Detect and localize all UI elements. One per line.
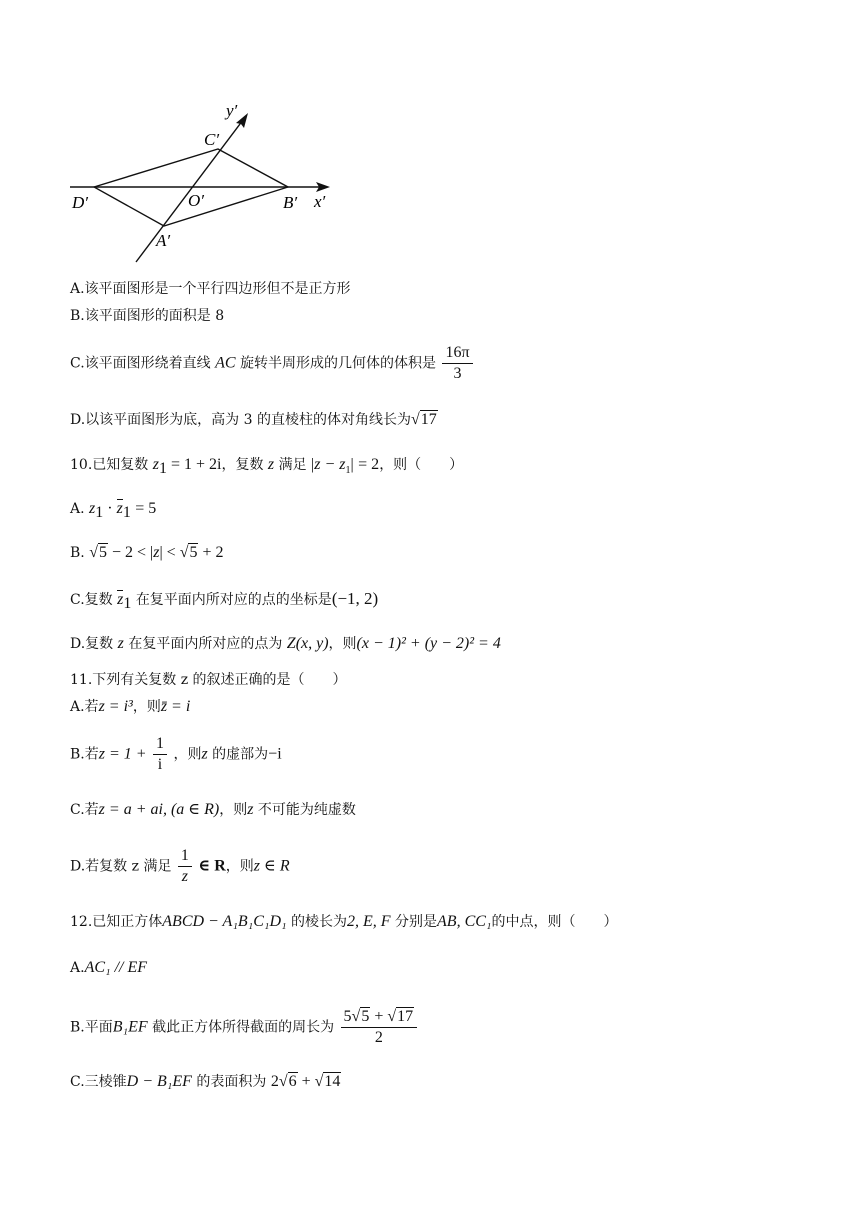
q11-stem: 11.下列有关复数 z 的叙述正确的是（ ） bbox=[70, 672, 347, 688]
label-x-axis: x′ bbox=[314, 192, 326, 211]
fraction: $\frac{1}{z}$ bbox=[178, 846, 192, 887]
q9-option-b: B.该平面图形的面积是 8 bbox=[70, 308, 225, 324]
fraction: $\frac{5√5 + √17}{2}$ bbox=[341, 1007, 418, 1048]
q10-option-a: A. $z_1 \cdot z_1 = 5$ bbox=[70, 500, 157, 521]
label-A: A′ bbox=[156, 231, 171, 250]
fraction: $\frac{16\pi}{3}$ bbox=[442, 343, 472, 384]
q9-option-c: C.该平面图形绕着直线 AC 旋转半周形成的几何体的体积是 $\frac{16\pi}{3}$ bbox=[70, 343, 475, 384]
q9-option-d: D.以该平面图形为底，高为 3 的直棱柱的体对角线长为√17 bbox=[70, 411, 437, 428]
label-C: C′ bbox=[204, 130, 220, 149]
q11-option-a: A.若z = i³，则z̄ = i bbox=[70, 698, 191, 715]
label-y-axis: y′ bbox=[226, 101, 238, 120]
q10-option-d: D.复数 z 在复平面内所对应的点为 Z(x, y)，则(x − 1)² + (y − 2)² = 4 bbox=[70, 635, 501, 652]
q10-stem: 10.已知复数 $z_1 = 1 + 2i$，复数 z 满足 $|z - z_1| = 2$，则（ ） bbox=[70, 456, 464, 477]
q11-option-b: B.若z = 1 + $\frac{1}{i}$ ，则z 的虚部为−i bbox=[70, 735, 282, 773]
q11-option-d: D.若复数 z 满足 $\frac{1}{z}$ ∈ R，则z ∈ R bbox=[70, 847, 290, 885]
q12-option-c: C.三棱锥D − B₁EF 的表面积为 2√6 + √14 bbox=[70, 1073, 341, 1090]
label-O: O′ bbox=[188, 191, 204, 210]
q12-option-b: B.平面B₁EF 截此正方体所得截面的周长为 $\frac{5√5 + √17}{2}$ bbox=[70, 1007, 419, 1048]
label-D: D′ bbox=[72, 193, 88, 212]
q12-stem: 12.已知正方体ABCD − A₁B₁C₁D₁ 的棱长为2, E, F 分别是AB, CC₁的中点，则（ ） bbox=[70, 913, 618, 930]
fraction: $\frac{1}{i}$ bbox=[153, 734, 167, 775]
label-B: B′ bbox=[283, 193, 298, 212]
q9-option-a: A.该平面图形是一个平行四边形但不是正方形 bbox=[70, 281, 351, 297]
q10-option-c: C.复数 $z_1$ 在复平面内所对应的点的坐标是(−1, 2) bbox=[70, 589, 379, 612]
q11-option-c: C.若z = a + ai, (a ∈ R)，则z 不可能为纯虚数 bbox=[70, 801, 356, 818]
oblique-projection-figure bbox=[68, 100, 348, 270]
q12-option-a: A.AC₁ // EF bbox=[70, 959, 148, 976]
q10-option-b: B. √5 − 2 < |z| < √5 + 2 bbox=[70, 544, 224, 561]
